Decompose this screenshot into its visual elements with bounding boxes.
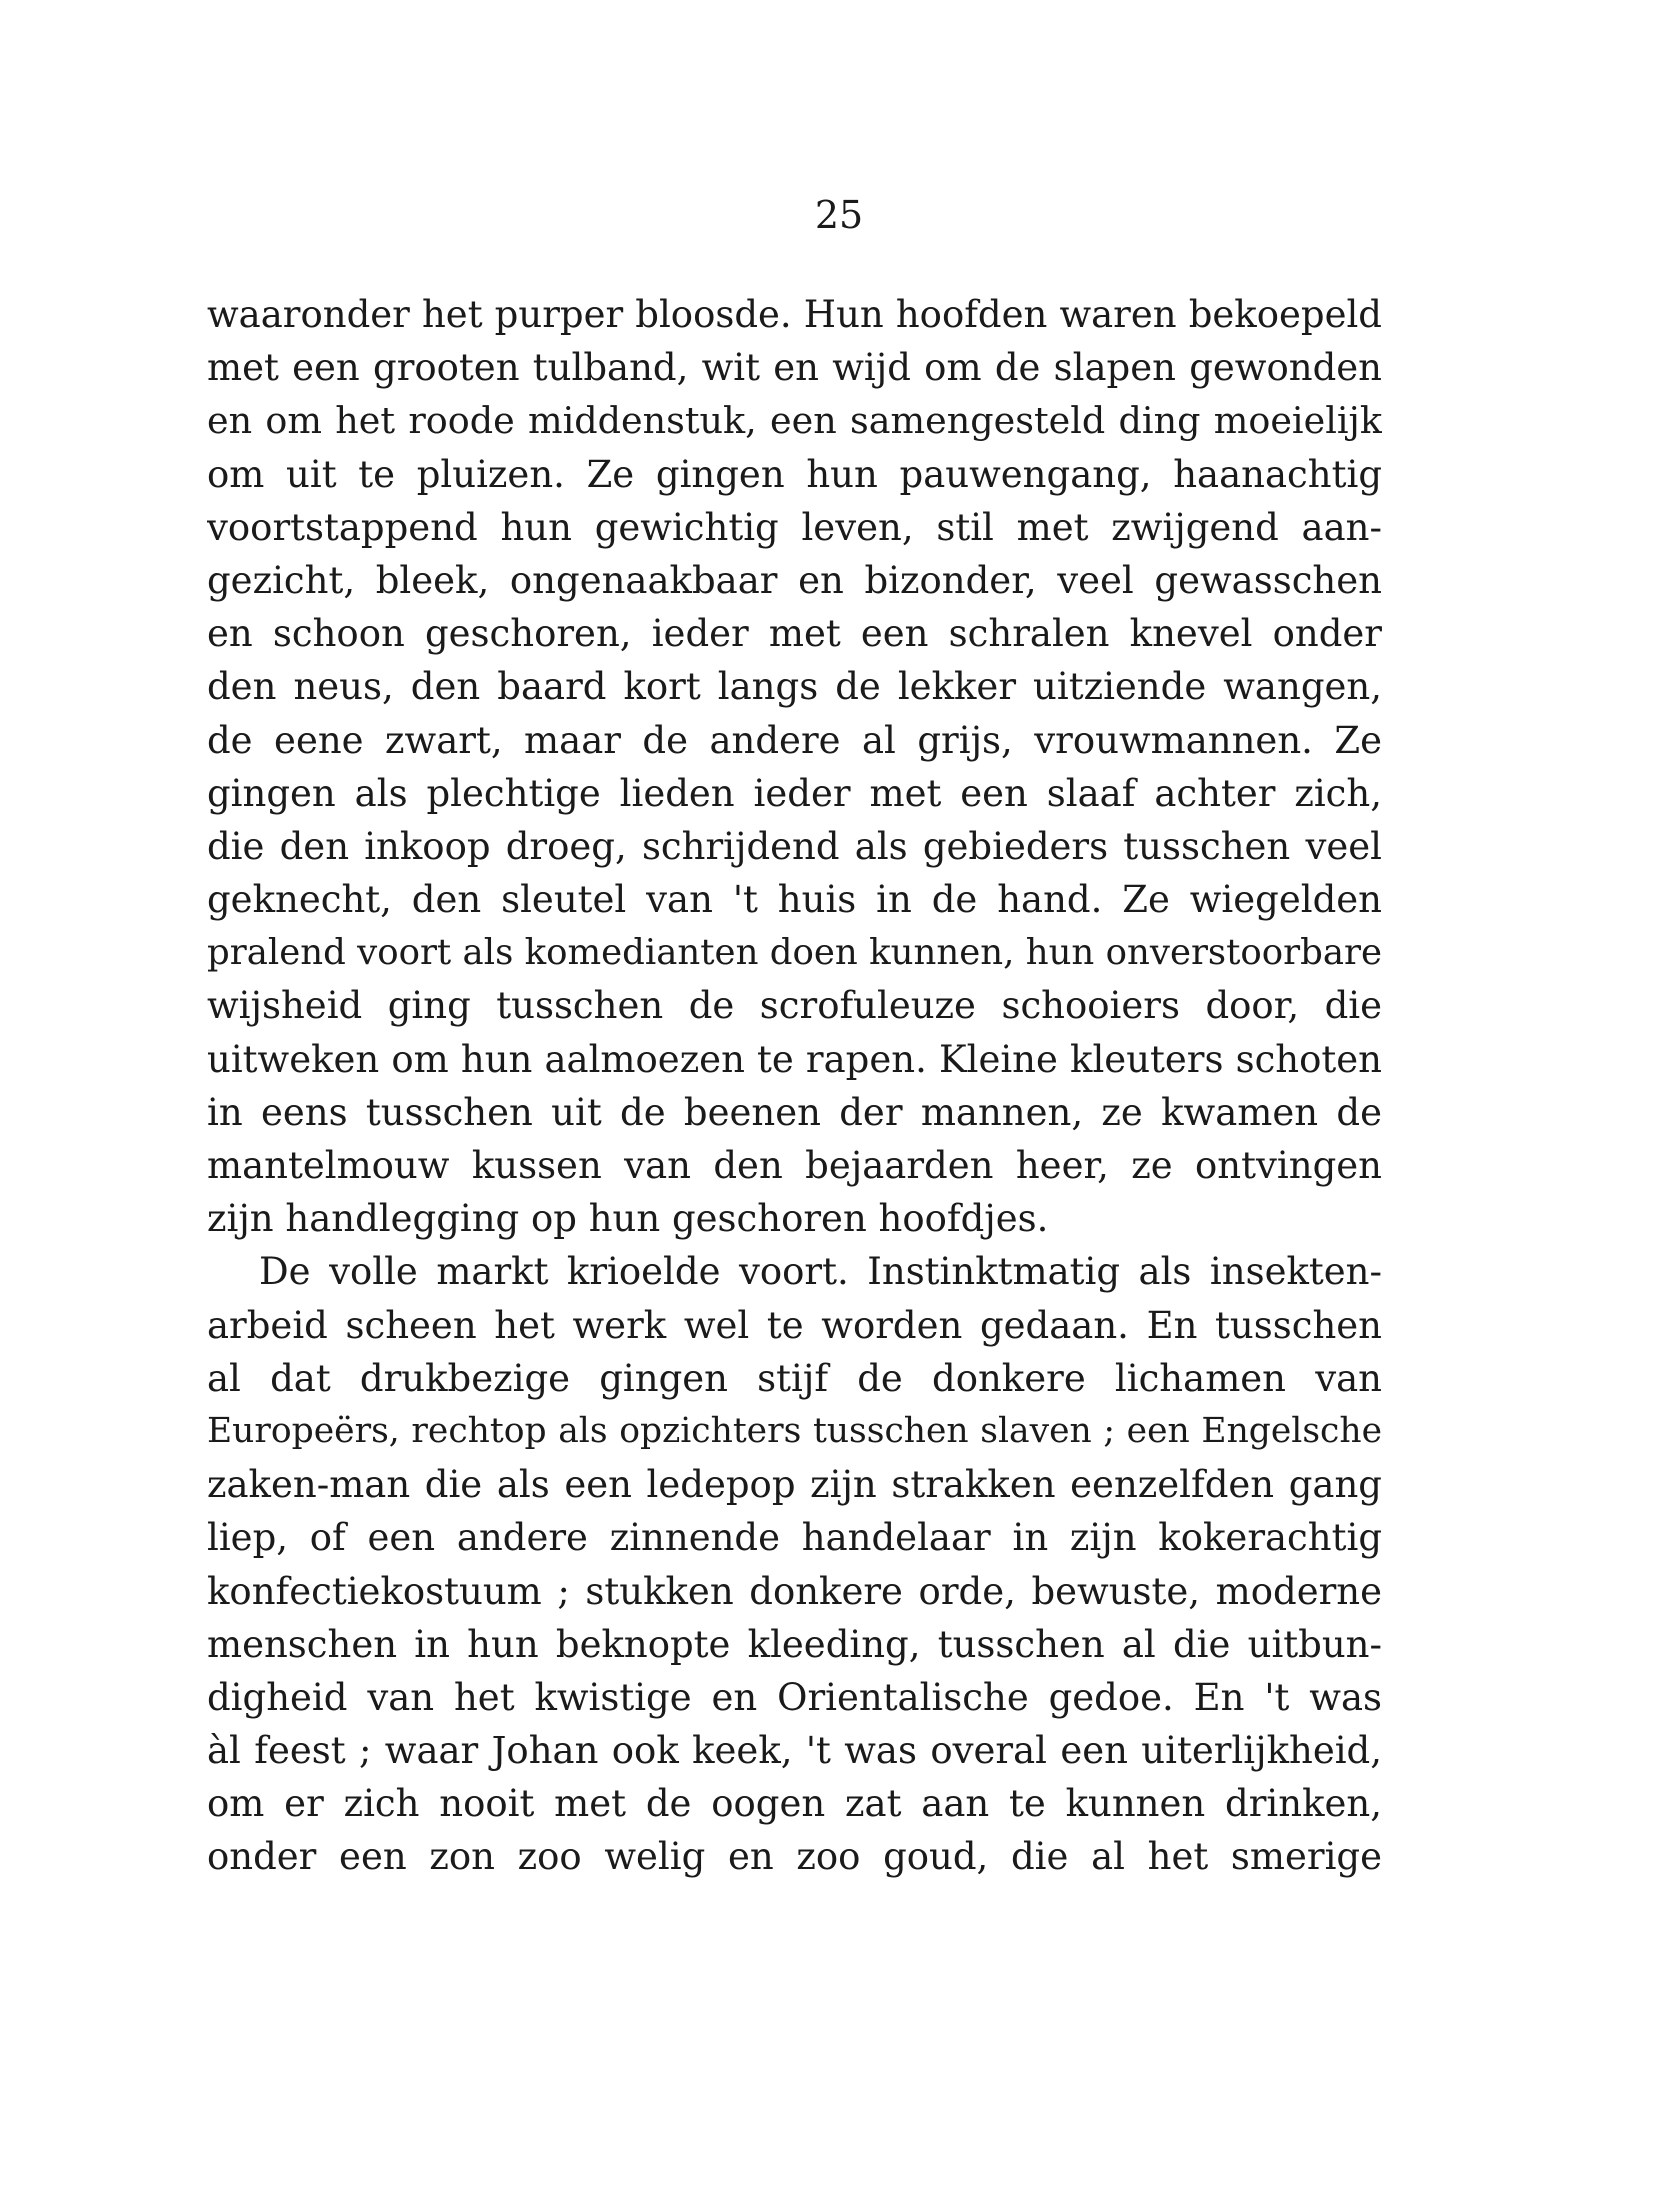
text-line: mantelmouw kussen van den bejaarden heer, ze ontvingen xyxy=(207,1144,1382,1187)
paragraph xyxy=(207,288,1382,1245)
text-line: konfectiekostuum ; stukken donkere orde, bewuste, moderne xyxy=(207,1569,1382,1613)
text-line: met een grooten tulband, wit en wijd om de slapen gewonden xyxy=(207,346,1382,390)
text-line: geknecht, den sleutel van 't huis in de hand. Ze wiegelden xyxy=(207,878,1382,922)
text-line: digheid van het kwistige en Orientalische gedoe. En 't was xyxy=(207,1675,1382,1719)
text-line: arbeid scheen het werk wel te worden gedaan. En tusschen xyxy=(207,1303,1382,1347)
text-line: Europeërs, rechtop als opzichters tusschen slaven ; een Engelsche xyxy=(207,1410,1382,1451)
text-line: al dat drukbezige gingen stijf de donkere lichamen van xyxy=(207,1356,1382,1400)
text-line: àl feest ; waar Johan ook keek, 't was overal een uiterlijkheid, xyxy=(207,1729,1382,1773)
text-line: liep, of een andere zinnende handelaar in zijn kokerachtig xyxy=(207,1516,1382,1560)
text-line: menschen in hun beknopte kleeding, tusschen al die uitbun- xyxy=(207,1622,1382,1666)
paragraph xyxy=(207,1245,1382,1883)
text-line: om er zich nooit met de oogen zat aan te kunnen drinken, xyxy=(207,1782,1382,1826)
text-line: voortstappend hun gewichtig leven, stil met zwijgend aan- xyxy=(207,505,1382,549)
text-line: om uit te pluizen. Ze gingen hun pauwengang, haanachtig xyxy=(207,452,1382,496)
text-line: de eene zwart, maar de andere al grijs, vrouwmannen. Ze xyxy=(207,718,1382,762)
text-line: De volle markt krioelde voort. Instinktmatig als insekten- xyxy=(259,1250,1382,1294)
text-line: zijn handlegging op hun geschoren hoofdjes. xyxy=(207,1197,1049,1241)
text-line: wijsheid ging tusschen de scrofuleuze schooiers door, die xyxy=(207,984,1382,1028)
text-line: en schoon geschoren, ieder met een schralen knevel onder xyxy=(207,612,1382,656)
text-line: die den inkoop droeg, schrijdend als gebieders tusschen veel xyxy=(207,824,1382,868)
text-line: gingen als plechtige lieden ieder met een slaaf achter zich, xyxy=(207,771,1382,815)
text-line: den neus, den baard kort langs de lekker uitziende wangen, xyxy=(207,665,1382,709)
page-number: 25 xyxy=(814,193,864,237)
text-line: en om het roode middenstuk, een samengesteld ding moeielijk xyxy=(207,399,1382,443)
text-line: onder een zon zoo welig en zoo goud, die al het smerige xyxy=(207,1835,1382,1879)
text-line: pralend voort als komedianten doen kunnen, hun onverstoorbare xyxy=(207,932,1382,974)
text-line: in eens tusschen uit de beenen der mannen, ze kwamen de xyxy=(207,1090,1382,1134)
text-line: waaronder het purper bloosde. Hun hoofden waren bekoepeld xyxy=(207,293,1382,336)
body-text xyxy=(207,288,1382,1884)
text-line: gezicht, bleek, ongenaakbaar en bizonder, veel gewasschen xyxy=(207,558,1382,602)
text-line: uitweken om hun aalmoezen te rapen. Kleine kleuters schoten xyxy=(207,1037,1382,1081)
text-line: zaken-man die als een ledepop zijn strakken eenzelfden gang xyxy=(207,1463,1382,1507)
